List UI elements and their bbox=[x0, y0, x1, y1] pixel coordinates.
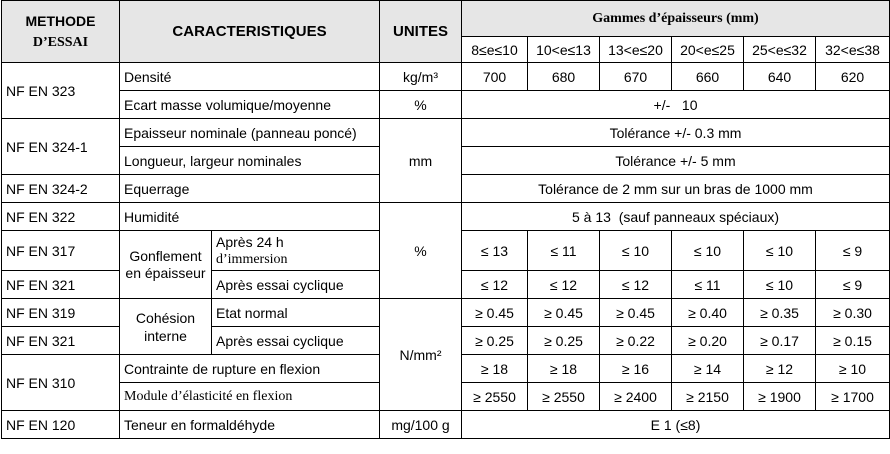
header-unites: UNITES bbox=[380, 1, 462, 63]
value-cell: ≥ 0.35 bbox=[744, 299, 816, 327]
characteristic-cell: Teneur en formaldéhyde bbox=[120, 411, 380, 439]
value-cell: ≤ 12 bbox=[528, 271, 600, 299]
characteristic-cell: Equerrage bbox=[120, 175, 380, 203]
unit-cell: mm bbox=[380, 119, 462, 203]
value-cell: ≥ 0.40 bbox=[672, 299, 744, 327]
method-cell: NF EN 319 bbox=[2, 299, 120, 327]
header-methode bbox=[2, 1, 120, 63]
value-cell: ≥ 1700 bbox=[816, 383, 890, 411]
group-label-cohesion: Cohésion interne bbox=[120, 299, 212, 355]
characteristic-cell: Epaisseur nominale (panneau poncé) bbox=[120, 119, 380, 147]
characteristic-cell: Etat normal bbox=[212, 299, 380, 327]
method-cell: NF EN 310 bbox=[2, 355, 120, 411]
value-cell: ≥ 0.30 bbox=[816, 299, 890, 327]
value-cell: ≥ 0.22 bbox=[600, 327, 672, 355]
value-cell: ≥ 2550 bbox=[528, 383, 600, 411]
method-cell: NF EN 323 bbox=[2, 63, 120, 119]
value-cell: 680 bbox=[528, 63, 600, 91]
value-cell: ≥ 2150 bbox=[672, 383, 744, 411]
value-cell: ≥ 0.17 bbox=[744, 327, 816, 355]
unit-cell: % bbox=[380, 203, 462, 299]
characteristic-cell: Humidité bbox=[120, 203, 380, 231]
value-cell: ≤ 9 bbox=[816, 271, 890, 299]
method-cell: NF EN 324-2 bbox=[2, 175, 120, 203]
value-cell: ≥ 0.20 bbox=[672, 327, 744, 355]
immersion-label-line1: Après 24 h bbox=[216, 233, 284, 250]
table-row bbox=[2, 91, 890, 119]
value-cell: ≥ 0.45 bbox=[528, 299, 600, 327]
header-range: 32<e≤38 bbox=[816, 37, 890, 63]
value-cell: 5 à 13 (sauf panneaux spéciaux) bbox=[462, 203, 890, 231]
group-label-gonflement: Gonflement en épaisseur bbox=[120, 231, 212, 299]
unit-cell: kg/m³ bbox=[380, 63, 462, 91]
table-row bbox=[2, 203, 890, 231]
characteristic-cell: Module d’élasticité en flexion bbox=[120, 383, 380, 411]
value-cell: +/- 10 bbox=[462, 91, 890, 119]
header-range: 20<e≤25 bbox=[672, 37, 744, 63]
header-range: 13<e≤20 bbox=[600, 37, 672, 63]
header-range: 10<e≤13 bbox=[528, 37, 600, 63]
value-cell: ≥ 0.45 bbox=[600, 299, 672, 327]
value-cell: 620 bbox=[816, 63, 890, 91]
table-row bbox=[2, 119, 890, 147]
table-row bbox=[2, 63, 890, 91]
table-row bbox=[2, 299, 890, 327]
value-cell: ≥ 1900 bbox=[744, 383, 816, 411]
value-cell: ≤ 10 bbox=[600, 231, 672, 271]
header-methode-line2: D’ESSAI bbox=[32, 34, 89, 50]
value-cell: ≤ 10 bbox=[744, 271, 816, 299]
specs-table bbox=[1, 0, 890, 439]
value-cell: ≥ 18 bbox=[462, 355, 528, 383]
immersion-label-line2: d’immersion bbox=[216, 251, 288, 267]
value-cell: ≤ 12 bbox=[600, 271, 672, 299]
method-cell: NF EN 317 bbox=[2, 231, 120, 271]
method-cell: NF EN 324-1 bbox=[2, 119, 120, 175]
value-cell: ≥ 14 bbox=[672, 355, 744, 383]
table-row bbox=[2, 411, 890, 439]
header-caracteristiques: CARACTERISTIQUES bbox=[120, 1, 380, 63]
value-cell: ≥ 0.25 bbox=[462, 327, 528, 355]
value-cell: ≥ 0.25 bbox=[528, 327, 600, 355]
header-range: 8≤e≤10 bbox=[462, 37, 528, 63]
value-cell: 660 bbox=[672, 63, 744, 91]
value-cell: ≥ 10 bbox=[816, 355, 890, 383]
value-cell: ≥ 18 bbox=[528, 355, 600, 383]
value-cell: ≤ 13 bbox=[462, 231, 528, 271]
value-cell: Tolérance +/- 5 mm bbox=[462, 147, 890, 175]
header-range: 25<e≤32 bbox=[744, 37, 816, 63]
method-cell: NF EN 321 bbox=[2, 271, 120, 299]
value-cell: Tolérance +/- 0.3 mm bbox=[462, 119, 890, 147]
method-cell: NF EN 321 bbox=[2, 327, 120, 355]
value-cell: ≥ 0.45 bbox=[462, 299, 528, 327]
method-cell: NF EN 120 bbox=[2, 411, 120, 439]
unit-cell: % bbox=[380, 91, 462, 119]
characteristic-cell: Contrainte de rupture en flexion bbox=[120, 355, 380, 383]
header-methode-line1: METHODE bbox=[25, 12, 96, 29]
characteristic-cell: Ecart masse volumique/moyenne bbox=[120, 91, 380, 119]
value-cell: ≤ 11 bbox=[672, 271, 744, 299]
value-cell: Tolérance de 2 mm sur un bras de 1000 mm bbox=[462, 175, 890, 203]
value-cell: E 1 (≤8) bbox=[462, 411, 890, 439]
value-cell: ≤ 9 bbox=[816, 231, 890, 271]
value-cell: ≥ 2400 bbox=[600, 383, 672, 411]
unit-cell: mg/100 g bbox=[380, 411, 462, 439]
value-cell: ≥ 12 bbox=[744, 355, 816, 383]
value-cell: 700 bbox=[462, 63, 528, 91]
value-cell: ≥ 2550 bbox=[462, 383, 528, 411]
characteristic-cell: Densité bbox=[120, 63, 380, 91]
characteristic-cell bbox=[212, 231, 380, 271]
value-cell: ≤ 12 bbox=[462, 271, 528, 299]
value-cell: ≤ 10 bbox=[744, 231, 816, 271]
value-cell: ≤ 11 bbox=[528, 231, 600, 271]
characteristic-cell: Après essai cyclique bbox=[212, 271, 380, 299]
value-cell: 640 bbox=[744, 63, 816, 91]
value-cell: ≥ 16 bbox=[600, 355, 672, 383]
value-cell: ≥ 0.15 bbox=[816, 327, 890, 355]
value-cell: ≤ 10 bbox=[672, 231, 744, 271]
unit-cell: N/mm² bbox=[380, 299, 462, 411]
value-cell: 670 bbox=[600, 63, 672, 91]
characteristic-cell: Après essai cyclique bbox=[212, 327, 380, 355]
method-cell: NF EN 322 bbox=[2, 203, 120, 231]
characteristic-cell: Longueur, largeur nominales bbox=[120, 147, 380, 175]
header-gammes: Gammes d’épaisseurs (mm) bbox=[462, 1, 890, 37]
